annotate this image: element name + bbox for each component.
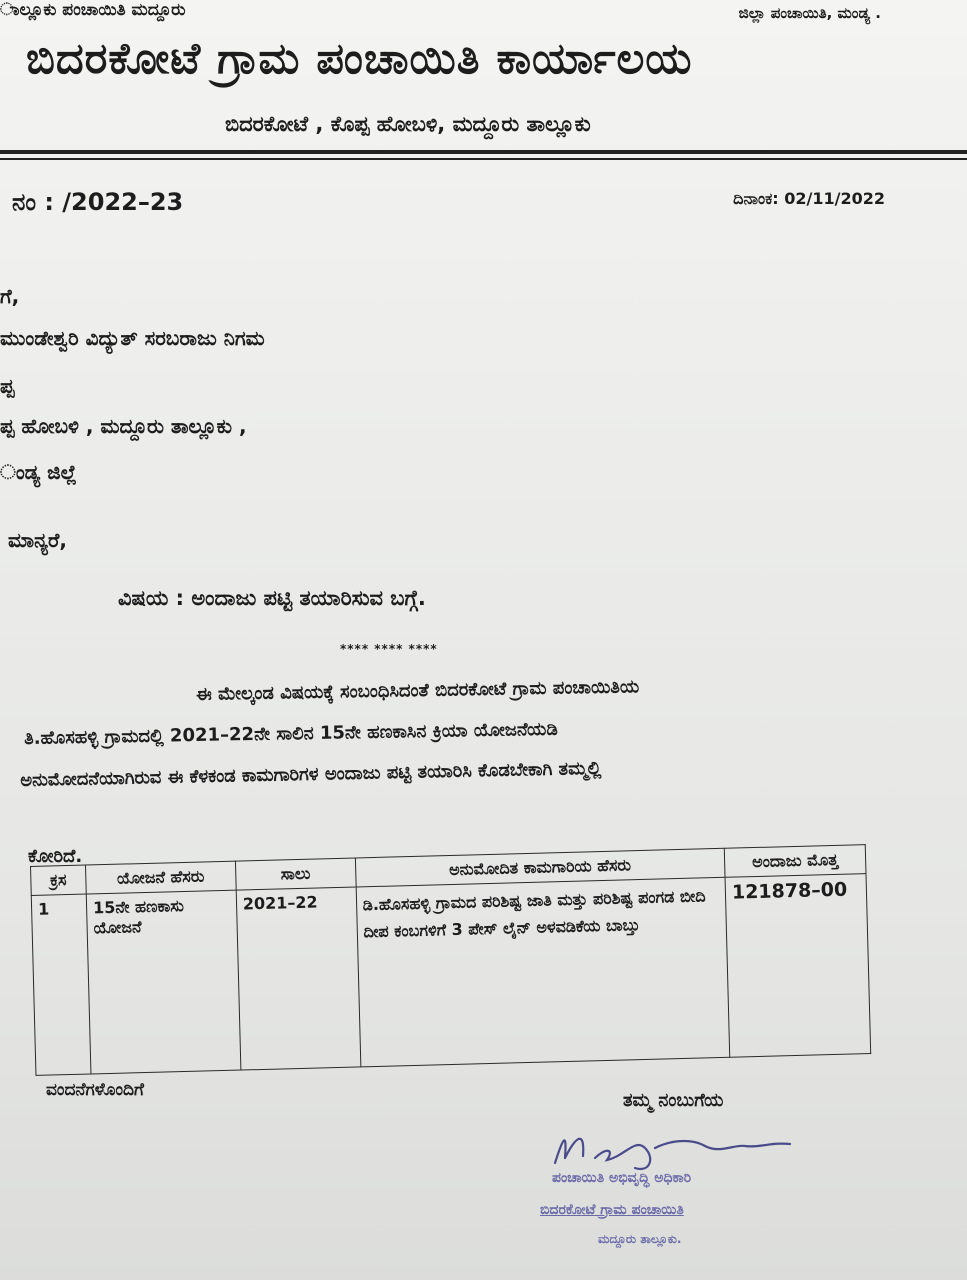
header-year: ಸಾಲು (235, 858, 356, 890)
address-line: ಪ್ಪ ಹೋಬಳಿ , ಮದ್ದೂರು ತಾಲ್ಲೂಕು , (0, 414, 247, 438)
address-line: ಗೆ, (0, 284, 20, 308)
letter-date: ದಿನಾಂಕ: 02/11/2022 (733, 189, 885, 208)
header-serial: ಕ್ರಸ (31, 865, 87, 895)
works-table (30, 844, 871, 1076)
header-scheme: ಯೋಜನೆ ಹೆಸರು (85, 861, 236, 894)
cell-work-name: ಡಿ.ಹೊಸಹಳ್ಳಿ ಗ್ರಾಮದ ಪರಿಶಿಷ್ಟ ಜಾತಿ ಮತ್ತು ಪರಿಶಿಷ್ಟ ಪಂಗಡ ಬೀದಿ ದೀಪ ಕಂಬಗಳಿಗೆ 3 ಪೇಸ್ ಲೈನ್ ಅಳವಡಿಕೆಯ ಬಾಬ್ತು (356, 877, 730, 1067)
office-title: ಬಿದರಕೋಟೆ ಗ್ರಾಮ ಪಂಚಾಯಿತಿ ಕಾರ್ಯಾಲಯ (26, 34, 693, 84)
body-line: ಕೋರಿದೆ. (28, 846, 83, 867)
subject-line: ವಿಷಯ : ಅಂದಾಜು ಪಟ್ಟಿ ತಯಾರಿಸುವ ಬಗ್ಗೆ. (118, 586, 426, 610)
cell-year: 2021–22 (236, 887, 361, 1070)
seal-office: ಬಿದರಕೋಟೆ ಗ್ರಾಮ ಪಂಚಾಯಿತಿ (540, 1202, 684, 1218)
header-zilla-panchayat: ಜಿಲ್ಲಾ ಪಂಚಾಯಿತಿ, ಮಂಡ್ಯ . (738, 4, 881, 22)
cell-scheme: 15ನೇ ಹಣಕಾಸು ಯೋಜನೆ (86, 890, 240, 1074)
header-work-name: ಅನುಮೋದಿತ ಕಾಮಗಾರಿಯ ಹೆಸರು (355, 848, 725, 887)
address-line: ಮುಂಡೇಶ್ವರಿ ವಿದ್ಯುತ್ ಸರಬರಾಜು ನಿಗಮ (0, 326, 265, 350)
office-address: ಬಿದರಕೋಟೆ , ಕೊಪ್ಪ ಹೋಬಳಿ, ಮದ್ದೂರು ತಾಲ್ಲೂಕು (225, 112, 591, 136)
header-estimate: ಅಂದಾಜು ಮೊತ್ತ (724, 845, 866, 878)
body-line: ತಿ.ಹೊಸಹಳ್ಳಿ ಗ್ರಾಮದಲ್ಲಿ 2021–22ನೇ ಸಾಲಿನ 15ನೇ ಹಣಕಾಸಿನ ಕ್ರಿಯಾ ಯೋಜನೆಯಡಿ (24, 718, 558, 749)
closing-regards: ವಂದನೆಗಳೊಂದಿಗೆ (46, 1080, 144, 1100)
address-line: ಂಡ್ಯ ಜಿಲ್ಲೆ (0, 460, 77, 484)
reference-number: ನಂ : /2022–23 (12, 188, 184, 216)
cell-serial: 1 (31, 894, 91, 1075)
address-line: ಪ್ಪ (0, 374, 15, 398)
table-row (31, 874, 870, 1076)
header-rule-thick (0, 150, 967, 154)
seal-taluk: ಮದ್ದೂರು ತಾಲ್ಲೂಕು. (598, 1232, 682, 1246)
yours-faithfully: ತಮ್ಮ ನಂಬುಗೆಯ (623, 1090, 724, 1111)
header-rule-thin (0, 158, 967, 160)
body-line: ಅನುಮೋದನೆಯಾಗಿರುವ ಈ ಕೆಳಕಂಡ ಕಾಮಗಾರಿಗಳ ಅಂದಾಜು ಪಟ್ಟಿ ತಯಾರಿಸಿ ಕೊಡಬೇಕಾಗಿ ತಮ್ಮಲ್ಲಿ (20, 757, 602, 791)
salutation: ಮಾನ್ಯರೆ, (8, 528, 67, 552)
signature-graphic (545, 1118, 805, 1178)
cell-estimate: 121878–00 (725, 874, 871, 1058)
body-line: ಈ ಮೇಲ್ಕಂಡ ವಿಷಯಕ್ಕೆ ಸಂಬಂಧಿಸಿದಂತೆ ಬಿದರಕೋಟೆ ಗ್ರಾಮ ಪಂಚಾಯಿತಿಯ (196, 676, 640, 705)
separator-stars: **** **** **** (340, 642, 438, 656)
header-taluk-panchayat: ಾಲ್ಲೂಕು ಪಂಚಾಯಿತಿ ಮದ್ದೂರು (0, 0, 186, 20)
seal-designation: ಪಂಚಾಯಿತಿ ಅಭಿವೃದ್ಧಿ ಅಧಿಕಾರಿ (552, 1170, 692, 1186)
